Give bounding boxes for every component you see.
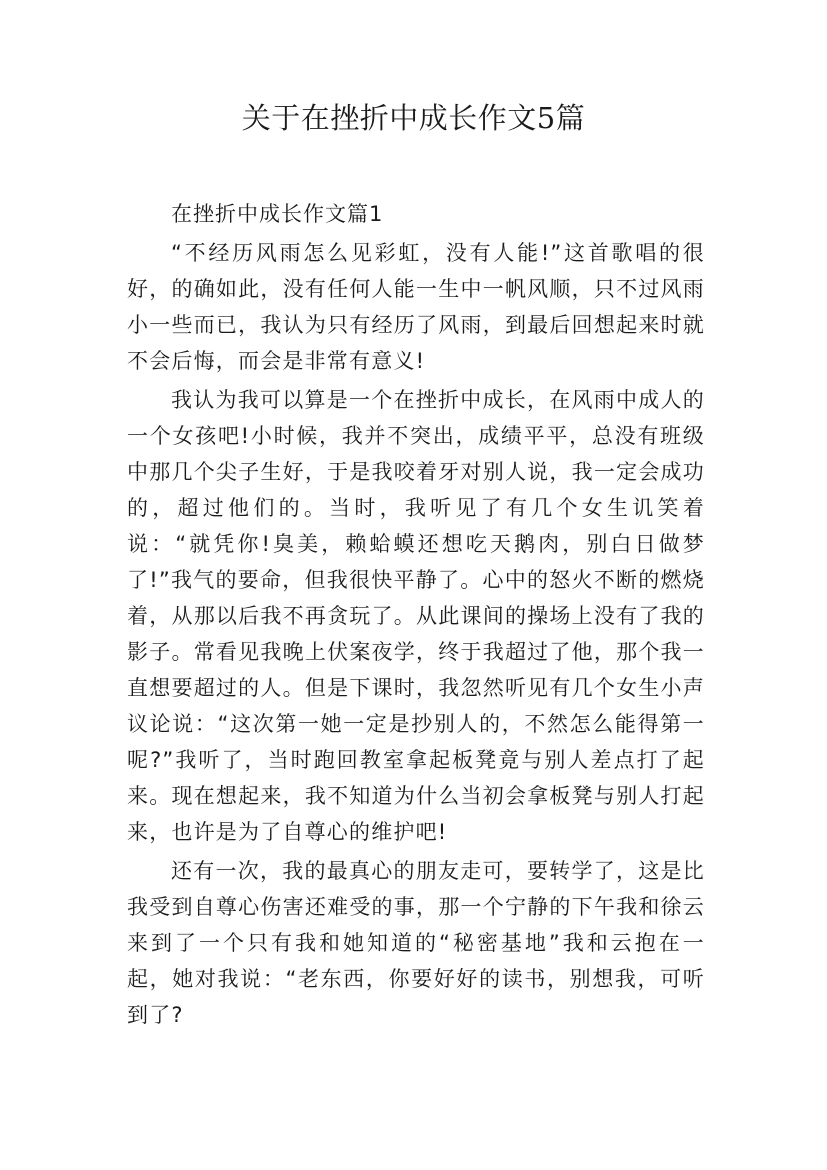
paragraph: 还有一次，我的最真心的朋友走可，要转学了，这是比我受到自尊心伤害还难受的事，那一个宁静的下午我和徐云来到了一个只有我和她知道的“秘密基地”我和云抱在一起，她对我说：“老东西，你要好好的读书，别想我，可听到了? bbox=[127, 859, 705, 1027]
section-heading: 在挫折中成长作文篇1 bbox=[171, 202, 384, 226]
document-title: 关于在挫折中成长作文5篇 bbox=[241, 101, 586, 135]
document-body bbox=[127, 196, 705, 1033]
paragraph: 我认为我可以算是一个在挫折中成长，在风雨中成人的一个女孩吧!小时候，我并不突出，成绩平平，总没有班级中那几个尖子生好，于是我咬着牙对别人说，我一定会成功的，超过他们的。当时，我听见了有几个女生讥笑着说：“就凭你!臭美，赖蛤蟆还想吃天鹅肉，别白日做梦了!”我气的要命，但我很快平静了。心中的怒火不断的燃烧着，从那以后我不再贪玩了。从此课间的操场上没有了我的影子。常看见我晚上伏案夜学，终于我超过了他，那个我一直想要超过的人。但是下课时，我忽然听见有几个女生小声议论说：“这次第一她一定是抄别人的，不然怎么能得第一呢?”我听了，当时跑回教室拿起板凳竟与别人差点打了起来。现在想起来，我不知道为什么当初会拿板凳与别人打起来，也许是为了自尊心的维护吧! bbox=[127, 388, 705, 844]
paragraph: “不经历风雨怎么见彩虹，没有人能!”这首歌唱的很好，的确如此，没有任何人能一生中一帆风顺，只不过风雨小一些而已，我认为只有经历了风雨，到最后回想起来时就不会后悔，而会是非常有意义! bbox=[127, 241, 705, 373]
